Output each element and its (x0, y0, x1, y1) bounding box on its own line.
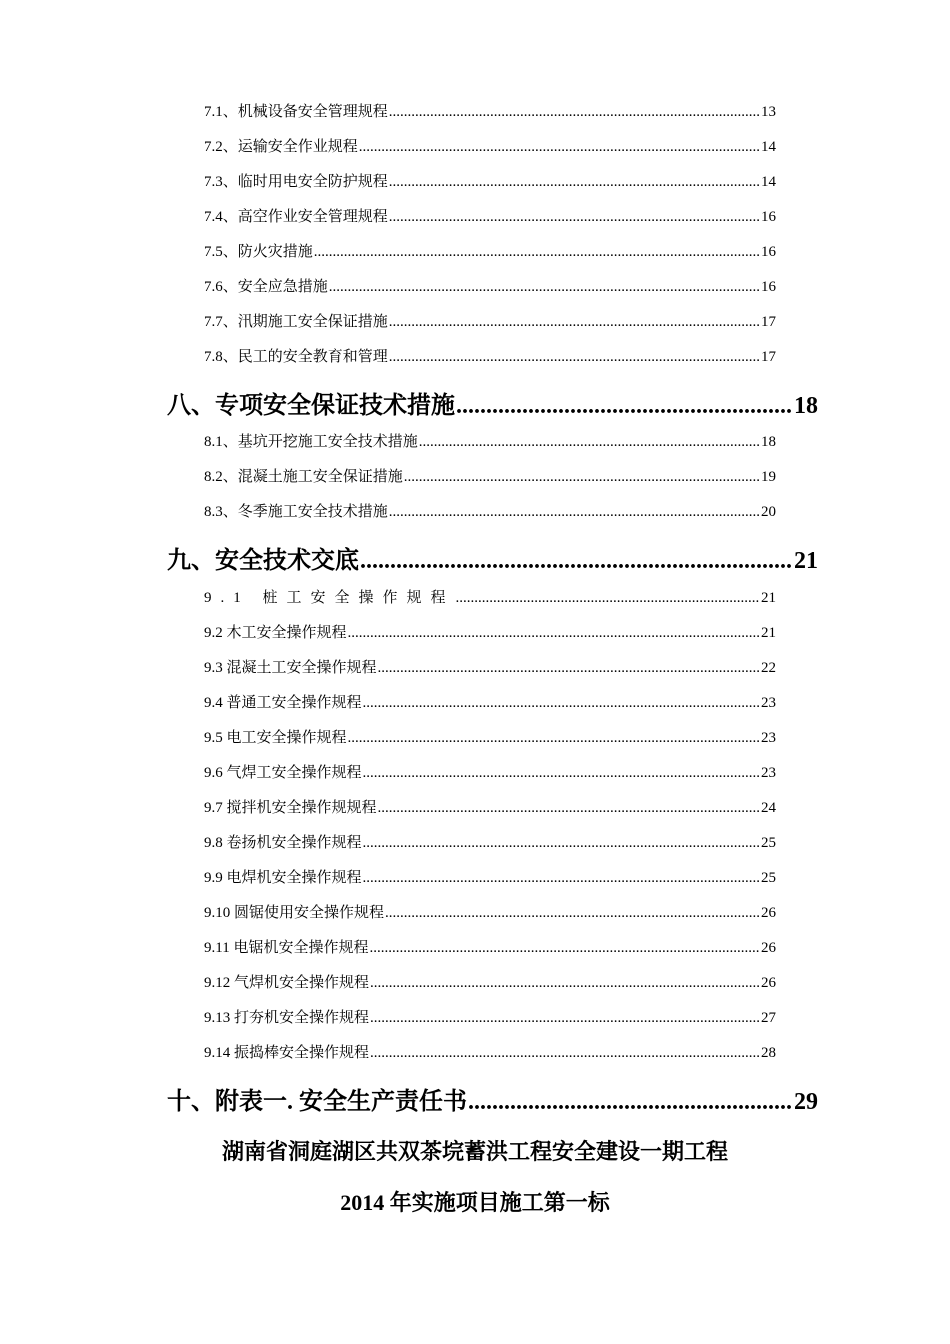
toc-entry-label: 7.2、运输安全作业规程 (204, 139, 358, 155)
toc-entry[interactable] (204, 832, 776, 854)
toc-entry[interactable] (204, 622, 776, 644)
toc-entry[interactable] (204, 937, 776, 959)
toc-chapter-entry[interactable] (167, 1086, 818, 1118)
toc-entry-label: 7.4、高空作业安全管理规程 (204, 209, 388, 225)
toc-leader-dots (370, 972, 760, 994)
toc-entry-label: 7.5、防火灾措施 (204, 244, 313, 260)
toc-chapter-entry[interactable] (167, 390, 818, 422)
toc-entry-label: 八、专项安全保证技术措施 (167, 393, 455, 419)
toc-entry-label: 8.1、基坑开挖施工安全技术措施 (204, 434, 418, 450)
toc-page-number: 18 (761, 434, 776, 450)
toc-page-number: 23 (761, 765, 776, 781)
toc-page-number: 16 (761, 209, 776, 225)
toc-entry[interactable] (204, 171, 776, 193)
toc-entry[interactable] (204, 867, 776, 889)
toc-entry-label: 9.6 气焊工安全操作规程 (204, 765, 362, 781)
toc-entry[interactable] (204, 136, 776, 158)
toc-entry-label: 十、附表一. 安全生产责任书 (167, 1089, 467, 1115)
toc-entry-label: 9.1 桩工安全操作规程 (204, 590, 455, 606)
toc-page-number: 27 (761, 1010, 776, 1026)
toc-entry-label: 7.6、安全应急措施 (204, 279, 328, 295)
toc-entry-label: 7.8、民工的安全教育和管理 (204, 349, 388, 365)
toc-leader-dots (456, 390, 793, 422)
toc-page-number: 18 (794, 393, 818, 419)
toc-leader-dots (360, 545, 793, 577)
toc-leader-dots (370, 1042, 760, 1064)
toc-entry-label: 九、安全技术交底 (167, 548, 359, 574)
toc-leader-dots (369, 937, 760, 959)
toc-page-number: 16 (761, 279, 776, 295)
toc-page-number: 25 (761, 835, 776, 851)
toc-leader-dots (389, 501, 760, 523)
toc-entry[interactable] (204, 587, 776, 609)
toc-entry-label: 9.7 搅拌机安全操作规规程 (204, 800, 377, 816)
toc-entry[interactable] (204, 501, 776, 523)
toc-entry[interactable] (204, 206, 776, 228)
toc-leader-dots (370, 1007, 760, 1029)
toc-entry[interactable] (204, 276, 776, 298)
toc-leader-dots (359, 136, 760, 158)
toc-entry[interactable] (204, 902, 776, 924)
toc-entry[interactable] (204, 972, 776, 994)
toc-leader-dots (329, 276, 760, 298)
toc-page-number: 17 (761, 349, 776, 365)
toc-leader-dots (404, 466, 760, 488)
toc-entry[interactable] (204, 727, 776, 749)
toc-entry[interactable] (204, 346, 776, 368)
toc-entry-label: 7.3、临时用电安全防护规程 (204, 174, 388, 190)
toc-leader-dots (389, 206, 760, 228)
project-title-line2: 2014 年实施项目施工第一标 (340, 1190, 610, 1215)
toc-page-number: 13 (761, 104, 776, 120)
toc-entry[interactable] (204, 657, 776, 679)
toc-leader-dots (363, 867, 760, 889)
toc-leader-dots (363, 832, 760, 854)
toc-entry-label: 8.3、冬季施工安全技术措施 (204, 504, 388, 520)
toc-entry[interactable] (204, 1042, 776, 1064)
toc-page-number: 14 (761, 174, 776, 190)
toc-entry[interactable] (204, 101, 776, 123)
toc-leader-dots (385, 902, 760, 924)
toc-entry-label: 9.2 木工安全操作规程 (204, 625, 347, 641)
toc-leader-dots (363, 762, 760, 784)
toc-entry-label: 7.7、汛期施工安全保证措施 (204, 314, 388, 330)
toc-page-number: 17 (761, 314, 776, 330)
toc-leader-dots (389, 171, 760, 193)
toc-leader-dots (348, 622, 760, 644)
toc-page-number: 23 (761, 695, 776, 711)
toc-entry-label: 9.10 圆锯使用安全操作规程 (204, 905, 385, 921)
toc-entry-label: 9.4 普通工安全操作规程 (204, 695, 362, 711)
toc-page-number: 22 (761, 660, 776, 676)
toc-leader-dots (419, 431, 760, 453)
toc-leader-dots (363, 692, 760, 714)
toc-entry[interactable] (204, 431, 776, 453)
toc-page-number: 26 (761, 940, 776, 956)
toc-entry-label: 9.13 打夯机安全操作规程 (204, 1010, 370, 1026)
toc-leader-dots (314, 241, 760, 263)
toc-entry[interactable] (204, 692, 776, 714)
toc-entry-label: 9.11 电锯机安全操作规程 (204, 940, 369, 956)
toc-entry-label: 9.9 电焊机安全操作规程 (204, 870, 362, 886)
toc-entry[interactable] (204, 762, 776, 784)
toc-entry[interactable] (204, 797, 776, 819)
toc-entry-label: 8.2、混凝土施工安全保证措施 (204, 469, 403, 485)
toc-leader-dots (468, 1086, 793, 1118)
toc-entry-label: 9.5 电工安全操作规程 (204, 730, 347, 746)
toc-page-number: 28 (761, 1045, 776, 1061)
toc-page-number: 24 (761, 800, 776, 816)
toc-page-number: 23 (761, 730, 776, 746)
toc-page-number: 21 (761, 625, 776, 641)
toc-page-number: 14 (761, 139, 776, 155)
toc-leader-dots (456, 587, 760, 609)
toc-leader-dots (348, 727, 760, 749)
toc-leader-dots (378, 657, 760, 679)
toc-leader-dots (389, 101, 760, 123)
toc-entry[interactable] (204, 241, 776, 263)
project-title-line1: 湖南省洞庭湖区共双茶垸蓄洪工程安全建设一期工程 (221, 1139, 728, 1164)
toc-leader-dots (389, 311, 760, 333)
toc-entry-label: 9.12 气焊机安全操作规程 (204, 975, 370, 991)
toc-page-number: 29 (794, 1089, 818, 1115)
toc-page-number: 21 (761, 590, 776, 606)
toc-entry-label: 9.3 混凝土工安全操作规程 (204, 660, 377, 676)
toc-entry[interactable] (204, 311, 776, 333)
toc-page-number: 26 (761, 905, 776, 921)
toc-page-number: 20 (761, 504, 776, 520)
toc-page-number: 16 (761, 244, 776, 260)
toc-page-number: 19 (761, 469, 776, 485)
toc-page-number: 25 (761, 870, 776, 886)
toc-entry-label: 9.14 振捣棒安全操作规程 (204, 1045, 370, 1061)
toc-entry[interactable] (204, 466, 776, 488)
toc-entry-label: 9.8 卷扬机安全操作规程 (204, 835, 362, 851)
toc-page-number: 26 (761, 975, 776, 991)
toc-page-number: 21 (794, 548, 818, 574)
toc-leader-dots (389, 346, 760, 368)
toc-chapter-entry[interactable] (167, 545, 818, 577)
toc-entry[interactable] (204, 1007, 776, 1029)
toc-entry-label: 7.1、机械设备安全管理规程 (204, 104, 388, 120)
toc-leader-dots (378, 797, 760, 819)
